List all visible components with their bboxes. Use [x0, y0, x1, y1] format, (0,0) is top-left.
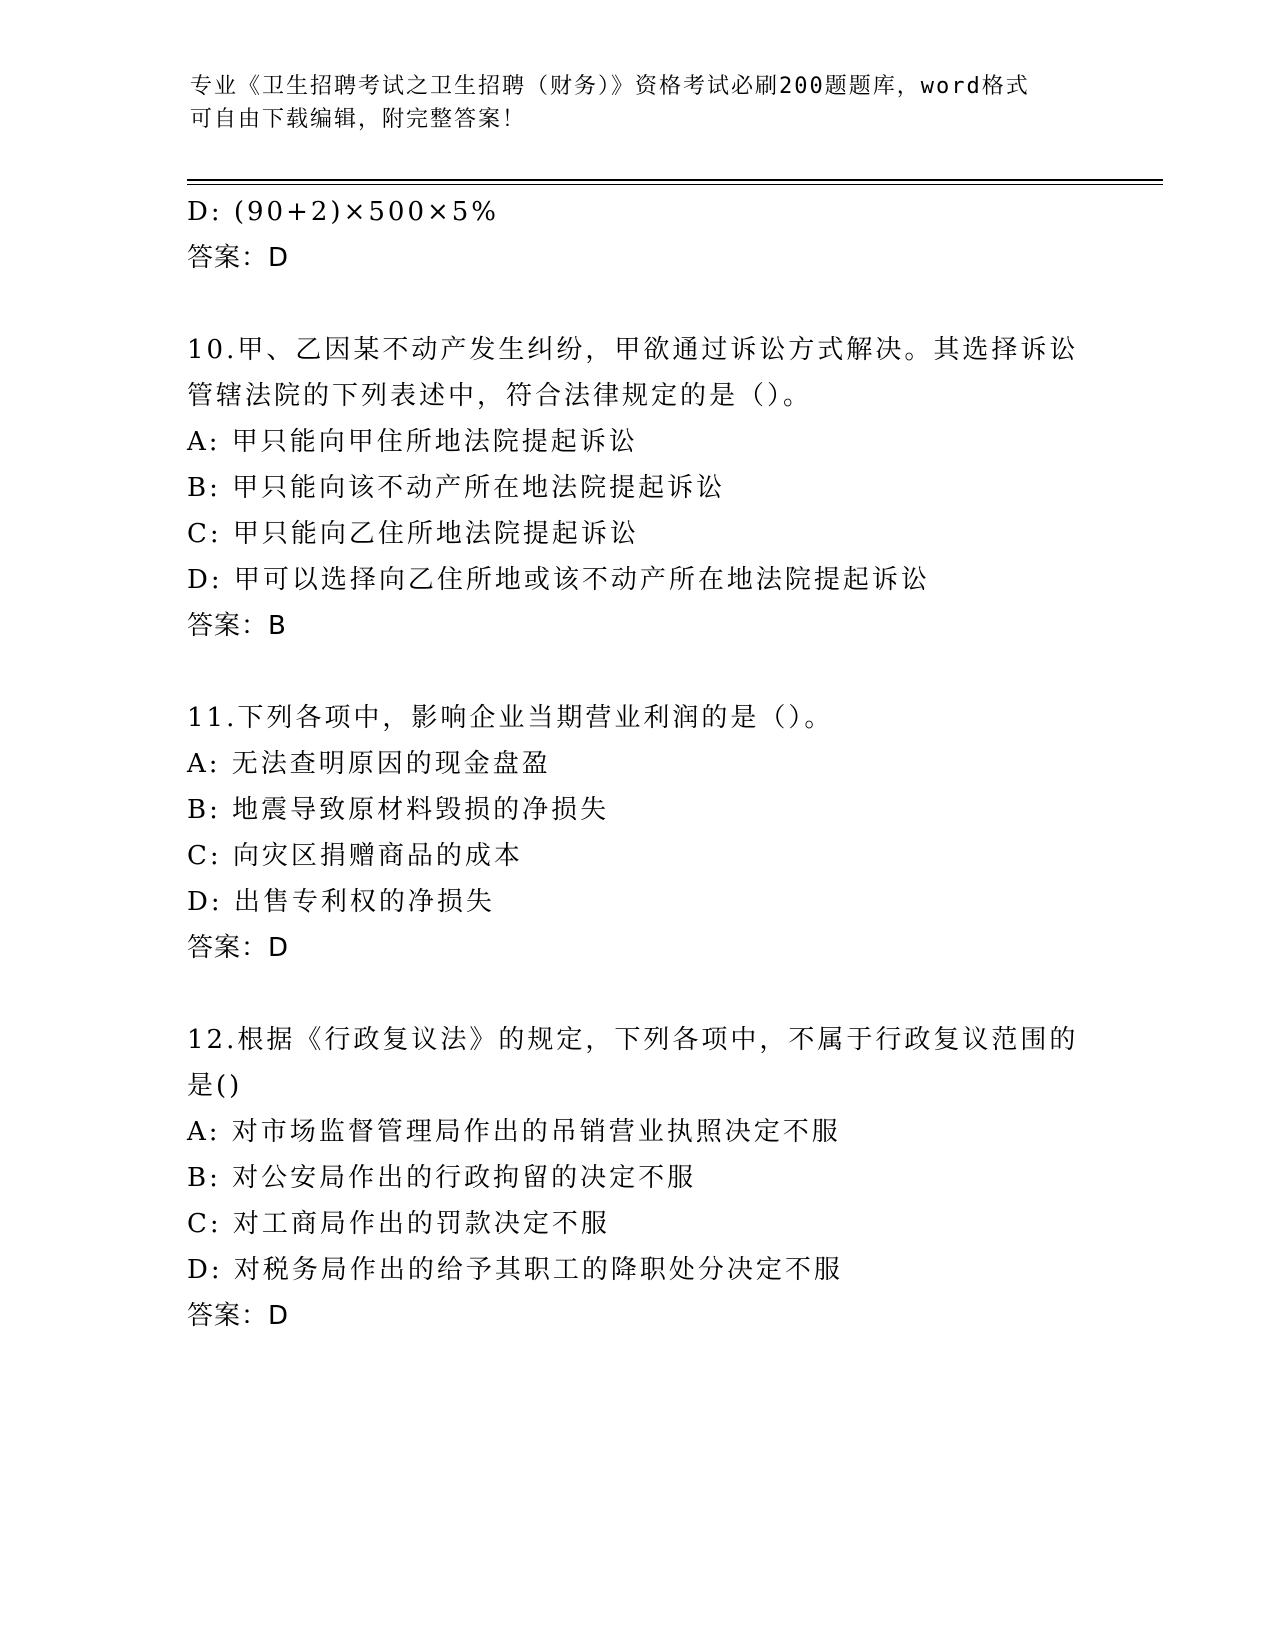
- spacer: [187, 649, 1087, 695]
- answer: 答案：D: [187, 1301, 290, 1331]
- option-d: D: (90+2)×500×5%: [187, 197, 500, 227]
- question-text-line-2: 管辖法院的下列表述中，符合法律规定的是（）。: [187, 381, 813, 411]
- option-d: D: 对税务局作出的给予其职工的降职处分决定不服: [187, 1255, 843, 1285]
- spacer: [187, 281, 1087, 327]
- option-a: A: 甲只能向甲住所地法院提起诉讼: [187, 427, 638, 457]
- previous-question-tail: [187, 189, 1087, 281]
- question-10: [187, 327, 1087, 649]
- question-11: [187, 695, 1087, 971]
- option-d: D: 出售专利权的净损失: [187, 887, 495, 917]
- option-b: B: 对公安局作出的行政拘留的决定不服: [187, 1163, 697, 1193]
- option-a: A: 对市场监督管理局作出的吊销营业执照决定不服: [187, 1117, 841, 1147]
- option-b: B: 甲只能向该不动产所在地法院提起诉讼: [187, 473, 726, 503]
- page-header: [190, 70, 1090, 136]
- option-c: C: 对工商局作出的罚款决定不服: [187, 1209, 610, 1239]
- option-d: D: 甲可以选择向乙住所地或该不动产所在地法院提起诉讼: [187, 565, 930, 595]
- answer: 答案：D: [187, 243, 290, 273]
- header-line-2: 可自由下载编辑，附完整答案！: [190, 107, 527, 132]
- answer: 答案：B: [187, 611, 287, 641]
- question-text-line-1: 12.根据《行政复议法》的规定，下列各项中，不属于行政复议范围的: [187, 1025, 1079, 1055]
- question-12: [187, 1017, 1087, 1339]
- option-b: B: 地震导致原材料毁损的净损失: [187, 795, 610, 825]
- spacer: [187, 971, 1087, 1017]
- header-line-1: 专业《卫生招聘考试之卫生招聘（财务）》资格考试必刷200题题库，word格式: [190, 74, 1030, 99]
- option-a: A: 无法查明原因的现金盘盈: [187, 749, 551, 779]
- question-text-line-2: 是(): [187, 1071, 243, 1101]
- header-divider-thick: [187, 179, 1163, 181]
- option-c: C: 向灾区捐赠商品的成本: [187, 841, 523, 871]
- question-text-line-1: 11.下列各项中，影响企业当期营业利润的是（）。: [187, 703, 834, 733]
- answer: 答案：D: [187, 933, 290, 963]
- option-c: C: 甲只能向乙住所地法院提起诉讼: [187, 519, 639, 549]
- question-text-line-1: 10.甲、乙因某不动产发生纠纷，甲欲通过诉讼方式解决。其选择诉讼: [187, 335, 1079, 365]
- header-divider-thin: [187, 184, 1163, 185]
- question-list: [187, 189, 1087, 1339]
